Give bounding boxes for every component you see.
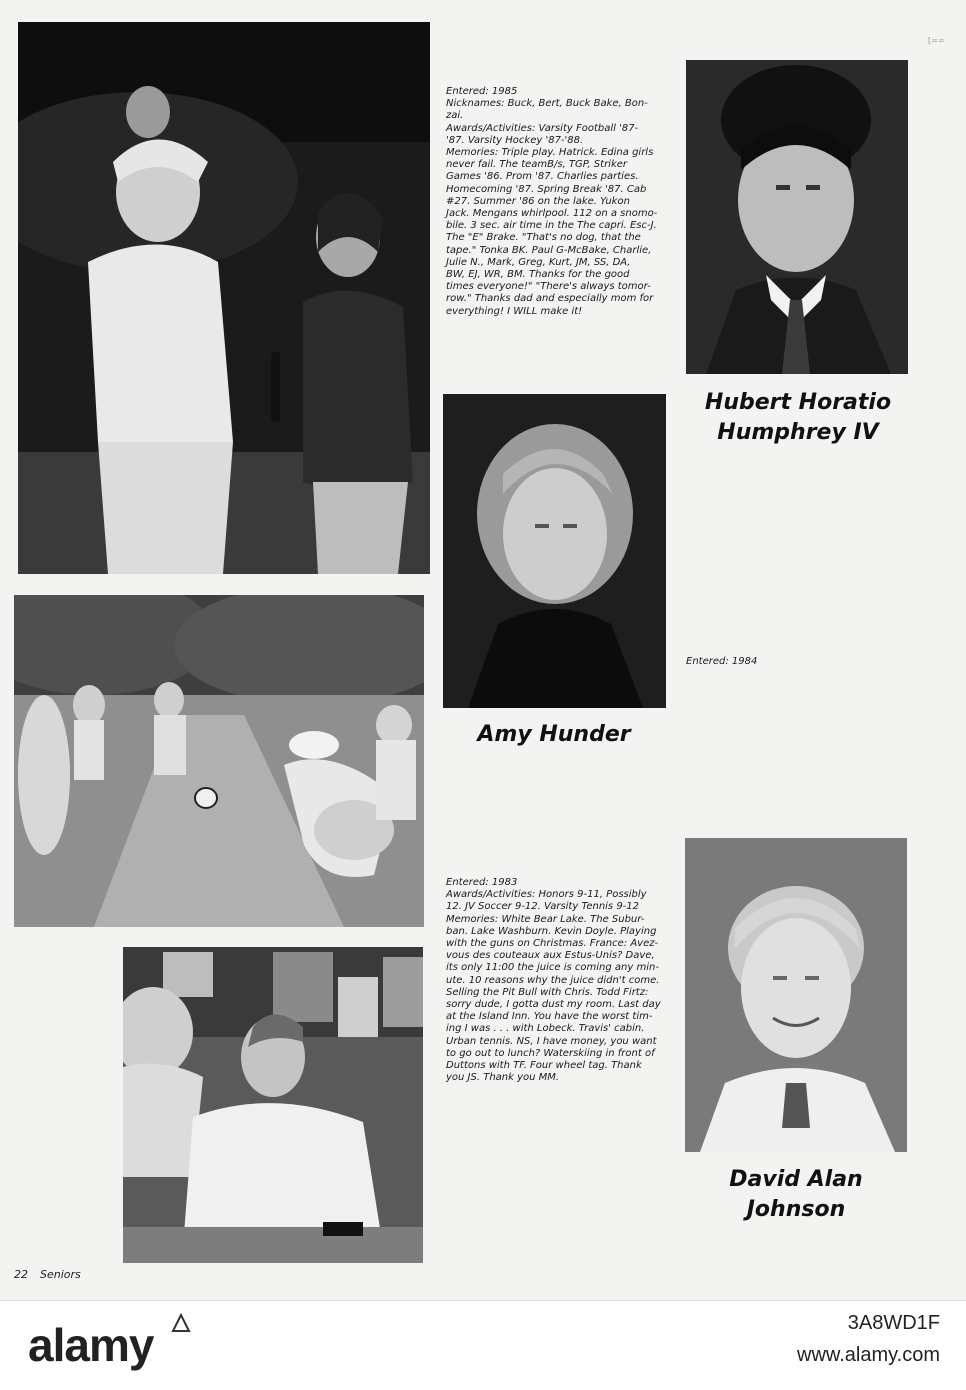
portrait-amy-hunder [443,394,666,708]
stock-footer [0,1300,966,1390]
bio-hubert-humphrey: Entered: 1985 Nicknames: Buck, Bert, Buck Bake, Bon- zai. Awards/Activities: Varsity Football '87- '87. Varsity Hockey '87-'88. Memories: Triple play. Hatrick. Edina girls never fail. The teamB/s, TGP, Striker Games '86. Prom '87. Charlies parties. Homecoming '87. Spring Break '87. Cab #27. Summer '86 on the lake. Yukon Jack. Mengans whirlpool. 112 on a snomo- bile. 3 sec. air time in the The capri. Esc-J. The "E" Brake. "That's no dog, that the tape." Tonka BK. Paul G-McBake, Charlie, Julie N., Mark, Greg, Kurt, JM, SS, DA, BW, EJ, WR, BM. Thanks for the good times everyone!" "There's always tomor- row." Thanks dad and especially mom for everything! I WILL make it! [446,86,658,317]
portrait-david-johnson [685,838,907,1152]
page-folio [14,1268,93,1281]
candid-photo-girls-walking [18,22,430,574]
candid-photo-football-game [14,595,424,927]
footer-divider [0,1300,966,1301]
name-david-johnson: David Alan Johnson [729,1167,863,1222]
name-hubert-humphrey: Hubert Horatio Humphrey IV [704,390,892,445]
portrait-hubert-humphrey [686,60,908,374]
entered-amy-hunder: Entered: 1984 [686,656,758,667]
bio-david-johnson: Entered: 1983 Awards/Activities: Honors 9-11, Possibly 12. JV Soccer 9-12. Varsity Tennis 9-12 Memories: White Bear Lake. The Subur- ban. Lake Washburn. Kevin Doyle. Playing with the guns on Christmas. France: Avez- vous des couteaux aux Estus-Unis? Dave, its only 11:00 the juice is coming any min- ute. 10 reasons why the juice didn't come. Selling the Pit Bull with Chris. Todd Firtz: sorry dude, I gotta dust my room. Last day at the Island Inn. You have the worst tim- ing I was . . . with Lobeck. Travis' cabin. Urban tennis. NS, I have money, you want to go out to lunch? Waterskiing in front of Duttons with TF. Four wheel tag. Thank you JS. Thank you MM. [446,877,661,1084]
image-id: 3A8WD1F [847,1312,940,1334]
name-amy-hunder: Amy Hunder [477,722,631,747]
brand-logo: alamy [28,1319,154,1371]
corner-mark: [== [928,36,945,45]
section-name: Seniors [40,1268,81,1281]
page-number: 22 [14,1268,28,1281]
candid-photo-classroom [123,947,423,1263]
brand-mark-icon [170,1312,192,1340]
site-url[interactable]: www.alamy.com [797,1344,940,1366]
